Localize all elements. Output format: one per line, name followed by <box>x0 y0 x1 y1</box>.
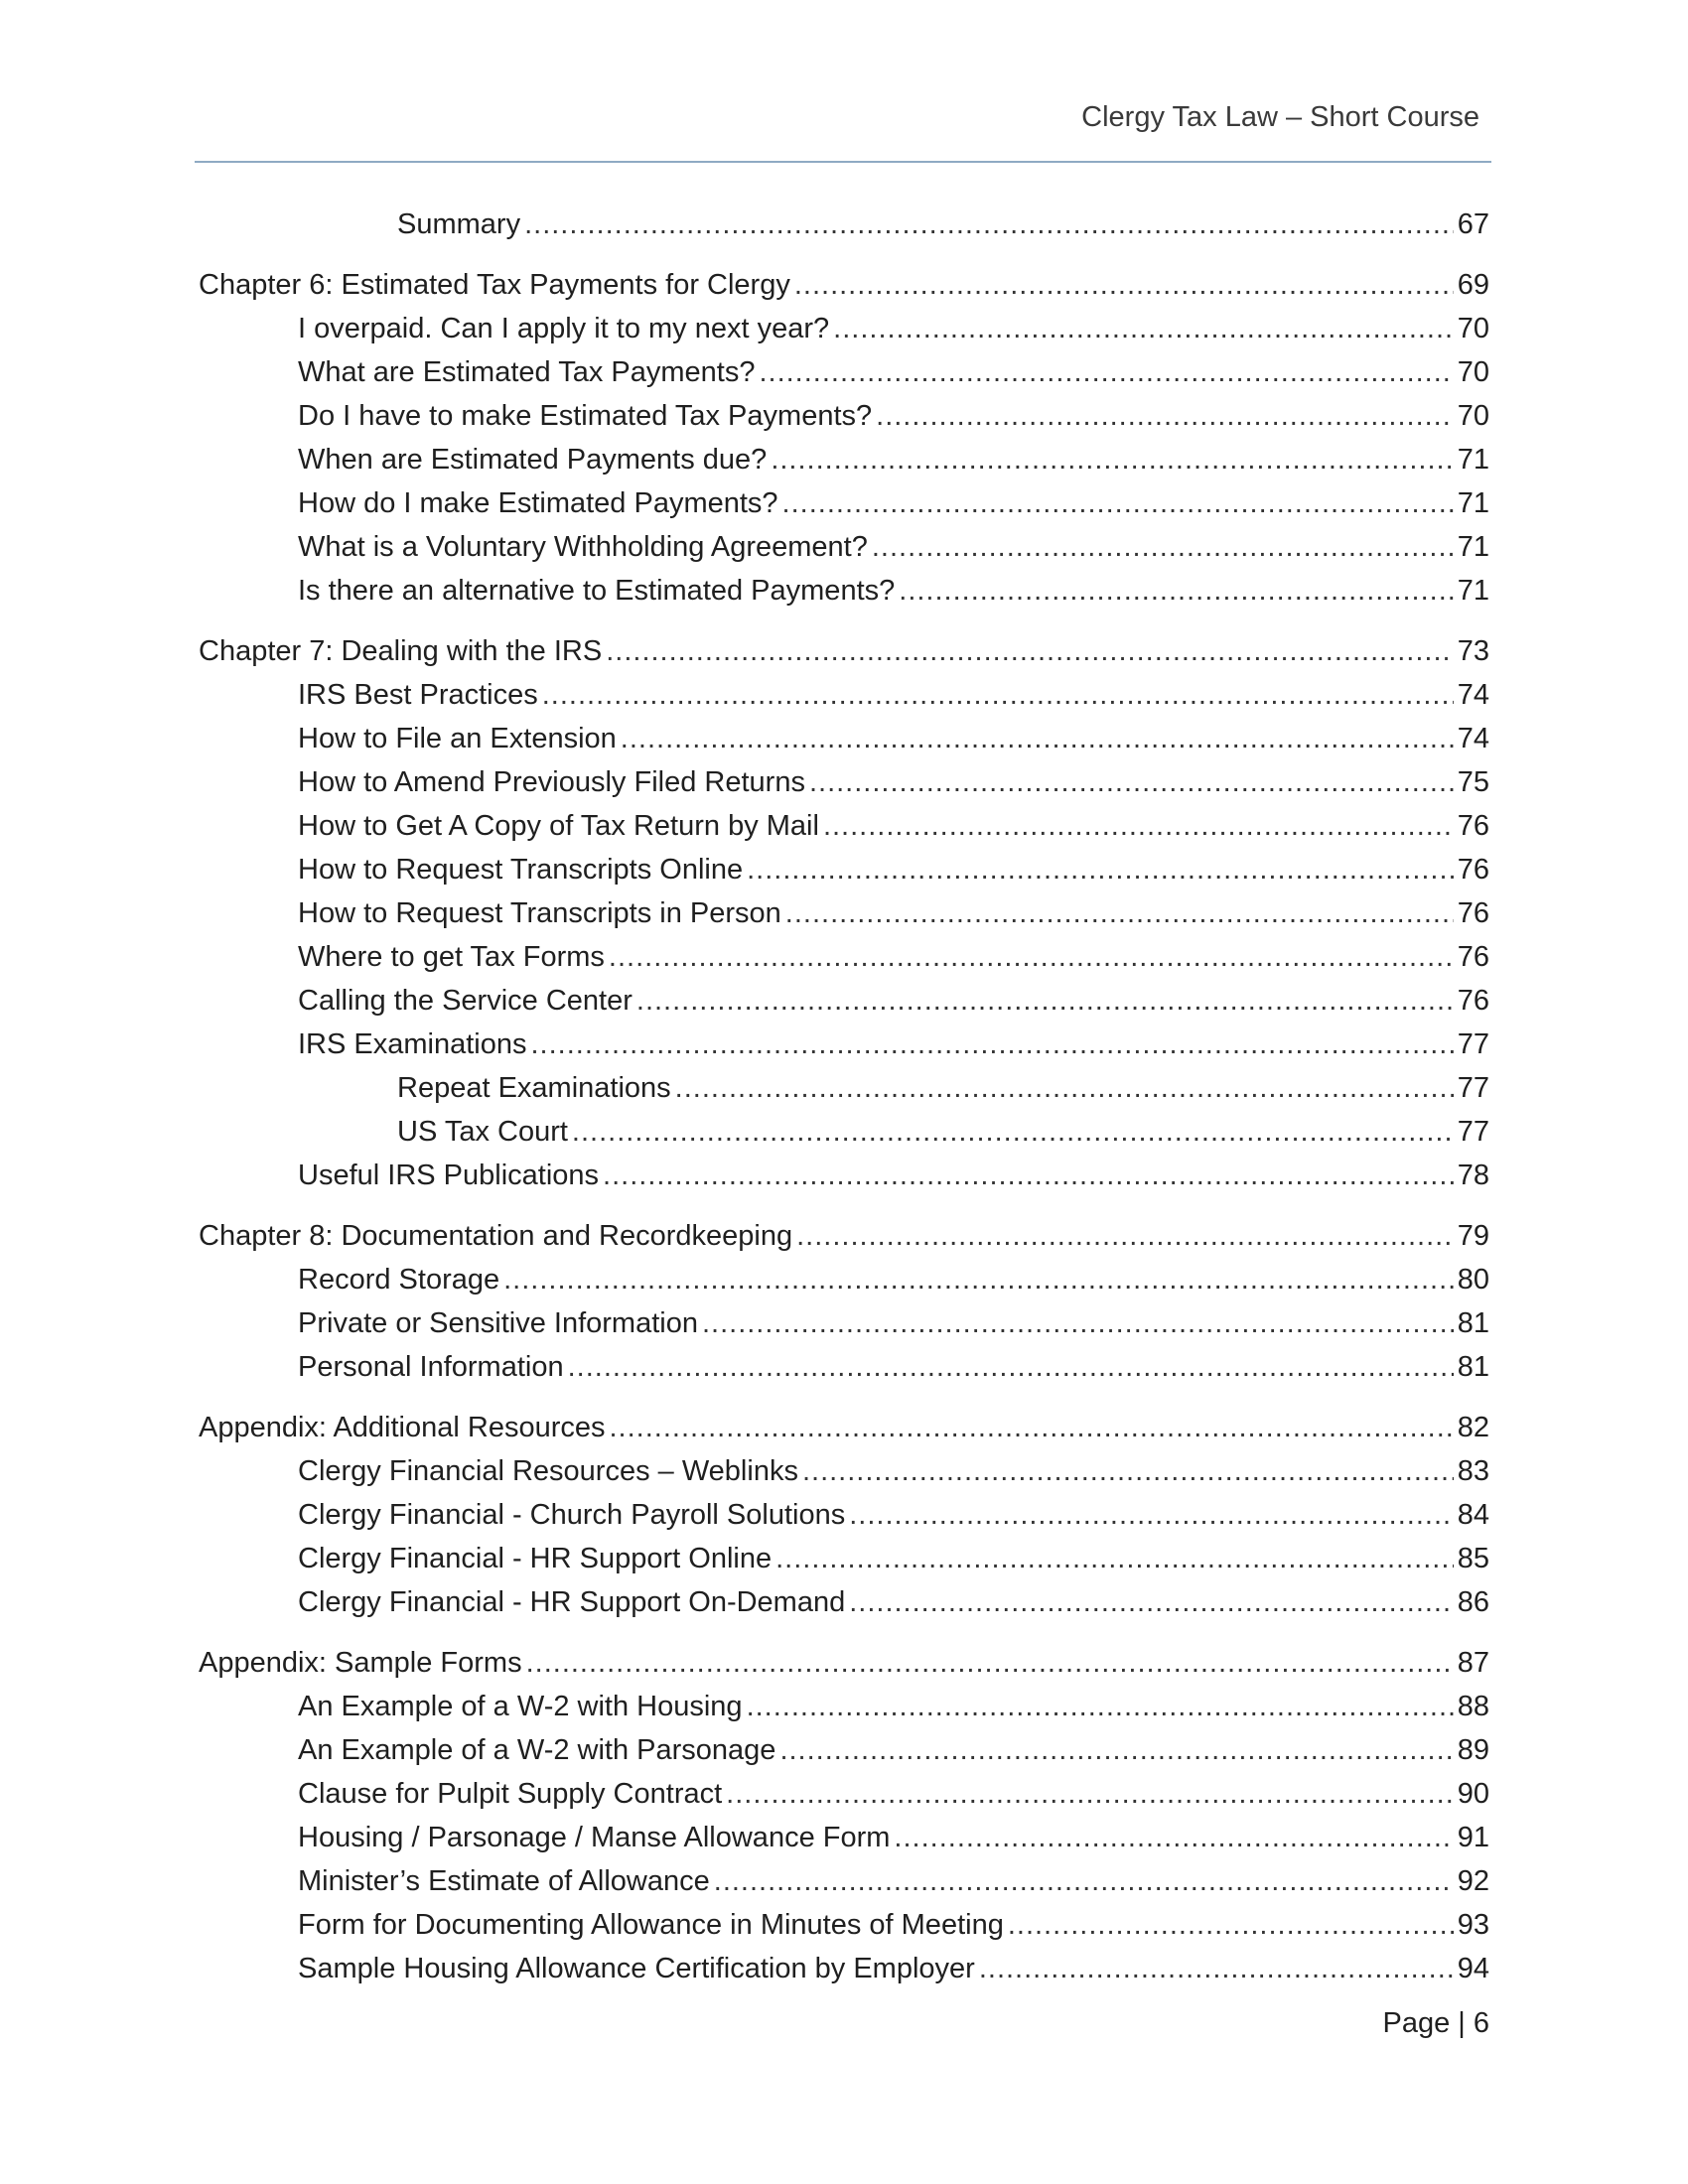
toc-dot-leader <box>726 1772 1454 1816</box>
table-of-contents <box>199 203 1489 1990</box>
toc-dot-leader <box>785 891 1454 935</box>
toc-dot-leader <box>603 1154 1454 1197</box>
toc-entry-title: When are Estimated Payments due? <box>298 444 768 476</box>
toc-dot-leader <box>894 1816 1453 1859</box>
toc-section-entry[interactable] <box>199 1580 1489 1624</box>
toc-dot-leader <box>802 1449 1454 1493</box>
toc-section-entry[interactable] <box>199 1947 1489 1990</box>
toc-dot-leader <box>1008 1903 1454 1947</box>
toc-entry-title: Appendix: Sample Forms <box>199 1647 522 1679</box>
toc-entry-page-number: 75 <box>1457 766 1489 798</box>
toc-section-entry[interactable] <box>199 1685 1489 1728</box>
toc-entry-title: How to Get A Copy of Tax Return by Mail <box>298 810 819 842</box>
toc-entry-page-number: 78 <box>1457 1160 1489 1191</box>
toc-entry-title: How to Request Transcripts in Person <box>298 897 781 929</box>
toc-entry-page-number: 76 <box>1457 897 1489 929</box>
toc-entry-title: Do I have to make Estimated Tax Payments? <box>298 400 873 432</box>
toc-section-entry[interactable] <box>199 1154 1489 1197</box>
toc-entry-page-number: 88 <box>1457 1691 1489 1722</box>
toc-section-entry[interactable] <box>199 1493 1489 1537</box>
toc-dot-leader <box>609 935 1454 979</box>
toc-entry-page-number: 82 <box>1457 1412 1489 1443</box>
toc-entry-title: An Example of a W-2 with Parsonage <box>298 1734 776 1766</box>
toc-section-entry[interactable] <box>199 203 1489 246</box>
toc-dot-leader <box>979 1947 1454 1990</box>
toc-section-entry[interactable] <box>199 1537 1489 1580</box>
toc-entry-page-number: 85 <box>1457 1543 1489 1574</box>
toc-dot-leader <box>809 760 1454 804</box>
toc-entry-title: Summary <box>397 208 521 240</box>
toc-dot-leader <box>621 717 1454 760</box>
toc-entry-title: Is there an alternative to Estimated Payments? <box>298 575 896 607</box>
toc-entry-page-number: 86 <box>1457 1586 1489 1618</box>
toc-entry-page-number: 69 <box>1457 269 1489 301</box>
toc-entry-title: Where to get Tax Forms <box>298 941 605 973</box>
toc-section-entry[interactable] <box>199 935 1489 979</box>
toc-dot-leader <box>568 1345 1454 1389</box>
toc-chapter-entry[interactable] <box>199 629 1489 673</box>
toc-entry-title: Sample Housing Allowance Certification by Employer <box>298 1953 975 1984</box>
toc-entry-title: Clause for Pulpit Supply Contract <box>298 1778 723 1810</box>
toc-dot-leader <box>849 1493 1454 1537</box>
toc-entry-page-number: 76 <box>1457 854 1489 886</box>
toc-entry-page-number: 74 <box>1457 723 1489 754</box>
toc-entry-page-number: 90 <box>1457 1778 1489 1810</box>
toc-entry-title: Clergy Financial - Church Payroll Solutions <box>298 1499 846 1531</box>
toc-dot-leader <box>542 673 1454 717</box>
toc-dot-leader <box>503 1258 1454 1301</box>
toc-entry-page-number: 77 <box>1457 1072 1489 1104</box>
toc-chapter-entry[interactable] <box>199 263 1489 307</box>
toc-entry-page-number: 93 <box>1457 1909 1489 1941</box>
toc-dot-leader <box>702 1301 1454 1345</box>
toc-dot-leader <box>675 1066 1454 1110</box>
toc-entry-title: An Example of a W-2 with Housing <box>298 1691 743 1722</box>
toc-entry-title: Record Storage <box>298 1264 500 1296</box>
toc-entry-page-number: 76 <box>1457 985 1489 1017</box>
toc-dot-leader <box>872 525 1454 569</box>
toc-dot-leader <box>899 569 1453 613</box>
toc-section-entry[interactable] <box>199 307 1489 350</box>
toc-entry-title: Clergy Financial - HR Support On-Demand <box>298 1586 846 1618</box>
toc-dot-leader <box>524 203 1454 246</box>
toc-entry-title: Personal Information <box>298 1351 564 1383</box>
toc-section-entry[interactable] <box>199 1859 1489 1903</box>
toc-entry-title: Useful IRS Publications <box>298 1160 600 1191</box>
toc-entry-page-number: 67 <box>1457 208 1489 240</box>
toc-dot-leader <box>823 804 1454 848</box>
toc-entry-title: I overpaid. Can I apply it to my next year? <box>298 313 830 344</box>
toc-chapter-entry[interactable] <box>199 1406 1489 1449</box>
toc-chapter-entry[interactable] <box>199 1641 1489 1685</box>
toc-section-entry[interactable] <box>199 438 1489 481</box>
toc-entry-page-number: 74 <box>1457 679 1489 711</box>
toc-section-entry[interactable] <box>199 848 1489 891</box>
toc-section-entry[interactable] <box>199 1110 1489 1154</box>
running-header-title: Clergy Tax Law – Short Course <box>1081 101 1479 133</box>
toc-entry-page-number: 71 <box>1457 487 1489 519</box>
toc-entry-title: Chapter 6: Estimated Tax Payments for Clergy <box>199 269 790 301</box>
toc-entry-page-number: 71 <box>1457 575 1489 607</box>
toc-dot-leader <box>526 1641 1454 1685</box>
toc-entry-title: Calling the Service Center <box>298 985 633 1017</box>
toc-dot-leader <box>759 350 1453 394</box>
toc-entry-title: US Tax Court <box>397 1116 568 1148</box>
toc-entry-page-number: 81 <box>1457 1307 1489 1339</box>
toc-entry-page-number: 89 <box>1457 1734 1489 1766</box>
toc-section-entry[interactable] <box>199 569 1489 613</box>
toc-entry-page-number: 76 <box>1457 941 1489 973</box>
toc-entry-title: Appendix: Additional Resources <box>199 1412 606 1443</box>
toc-dot-leader <box>779 1728 1453 1772</box>
toc-entry-title: How to File an Extension <box>298 723 617 754</box>
toc-entry-title: What are Estimated Tax Payments? <box>298 356 756 388</box>
toc-entry-page-number: 83 <box>1457 1455 1489 1487</box>
toc-dot-leader <box>775 1537 1454 1580</box>
toc-entry-title: Chapter 7: Dealing with the IRS <box>199 635 603 667</box>
toc-section-entry[interactable] <box>199 717 1489 760</box>
toc-entry-title: Clergy Financial - HR Support Online <box>298 1543 773 1574</box>
toc-entry-title: How do I make Estimated Payments? <box>298 487 778 519</box>
toc-section-entry[interactable] <box>199 1345 1489 1389</box>
toc-dot-leader <box>794 263 1454 307</box>
toc-section-entry[interactable] <box>199 1728 1489 1772</box>
toc-entry-page-number: 81 <box>1457 1351 1489 1383</box>
toc-section-entry[interactable] <box>199 394 1489 438</box>
toc-entry-title: Form for Documenting Allowance in Minutes of Meeting <box>298 1909 1004 1941</box>
toc-entry-title: Minister’s Estimate of Allowance <box>298 1865 710 1897</box>
toc-dot-leader <box>747 1685 1454 1728</box>
toc-entry-page-number: 77 <box>1457 1116 1489 1148</box>
toc-section-entry[interactable] <box>199 525 1489 569</box>
toc-section-entry[interactable] <box>199 1449 1489 1493</box>
toc-section-entry[interactable] <box>199 1301 1489 1345</box>
toc-dot-leader <box>876 394 1454 438</box>
toc-entry-title: Repeat Examinations <box>397 1072 671 1104</box>
toc-entry-page-number: 70 <box>1457 356 1489 388</box>
toc-section-entry[interactable] <box>199 804 1489 848</box>
toc-entry-page-number: 79 <box>1457 1220 1489 1252</box>
toc-entry-page-number: 71 <box>1457 444 1489 476</box>
toc-section-entry[interactable] <box>199 1903 1489 1947</box>
toc-chapter-entry[interactable] <box>199 1214 1489 1258</box>
toc-dot-leader <box>771 438 1453 481</box>
toc-section-entry[interactable] <box>199 1258 1489 1301</box>
toc-dot-leader <box>572 1110 1454 1154</box>
toc-entry-page-number: 80 <box>1457 1264 1489 1296</box>
toc-dot-leader <box>714 1859 1454 1903</box>
toc-entry-title: Housing / Parsonage / Manse Allowance Form <box>298 1822 891 1853</box>
toc-dot-leader <box>531 1023 1454 1066</box>
toc-dot-leader <box>849 1580 1454 1624</box>
toc-dot-leader <box>747 848 1454 891</box>
toc-entry-title: Private or Sensitive Information <box>298 1307 698 1339</box>
toc-entry-page-number: 91 <box>1457 1822 1489 1853</box>
toc-entry-title: Clergy Financial Resources – Weblinks <box>298 1455 798 1487</box>
toc-section-entry[interactable] <box>199 760 1489 804</box>
toc-section-entry[interactable] <box>199 891 1489 935</box>
toc-section-entry[interactable] <box>199 1816 1489 1859</box>
toc-section-entry[interactable] <box>199 979 1489 1023</box>
page-number: Page | 6 <box>1382 2007 1489 2039</box>
toc-entry-title: IRS Best Practices <box>298 679 538 711</box>
toc-section-entry[interactable] <box>199 673 1489 717</box>
toc-dot-leader <box>606 629 1454 673</box>
toc-entry-page-number: 71 <box>1457 531 1489 563</box>
toc-entry-page-number: 77 <box>1457 1028 1489 1060</box>
toc-entry-page-number: 70 <box>1457 313 1489 344</box>
toc-entry-page-number: 73 <box>1457 635 1489 667</box>
toc-entry-title: How to Amend Previously Filed Returns <box>298 766 805 798</box>
toc-entry-page-number: 84 <box>1457 1499 1489 1531</box>
toc-section-entry[interactable] <box>199 481 1489 525</box>
toc-dot-leader <box>796 1214 1454 1258</box>
toc-section-entry[interactable] <box>199 1023 1489 1066</box>
toc-section-entry[interactable] <box>199 1066 1489 1110</box>
toc-dot-leader <box>782 481 1454 525</box>
toc-entry-title: What is a Voluntary Withholding Agreement? <box>298 531 868 563</box>
header-divider <box>195 161 1491 163</box>
toc-entry-title: IRS Examinations <box>298 1028 527 1060</box>
toc-entry-title: Chapter 8: Documentation and Recordkeeping <box>199 1220 793 1252</box>
toc-dot-leader <box>833 307 1454 350</box>
toc-entry-page-number: 87 <box>1457 1647 1489 1679</box>
toc-dot-leader <box>609 1406 1453 1449</box>
toc-dot-leader <box>636 979 1454 1023</box>
toc-section-entry[interactable] <box>199 1772 1489 1816</box>
toc-entry-page-number: 92 <box>1457 1865 1489 1897</box>
toc-entry-title: How to Request Transcripts Online <box>298 854 744 886</box>
toc-entry-page-number: 76 <box>1457 810 1489 842</box>
toc-entry-page-number: 70 <box>1457 400 1489 432</box>
toc-entry-page-number: 94 <box>1457 1953 1489 1984</box>
toc-section-entry[interactable] <box>199 350 1489 394</box>
